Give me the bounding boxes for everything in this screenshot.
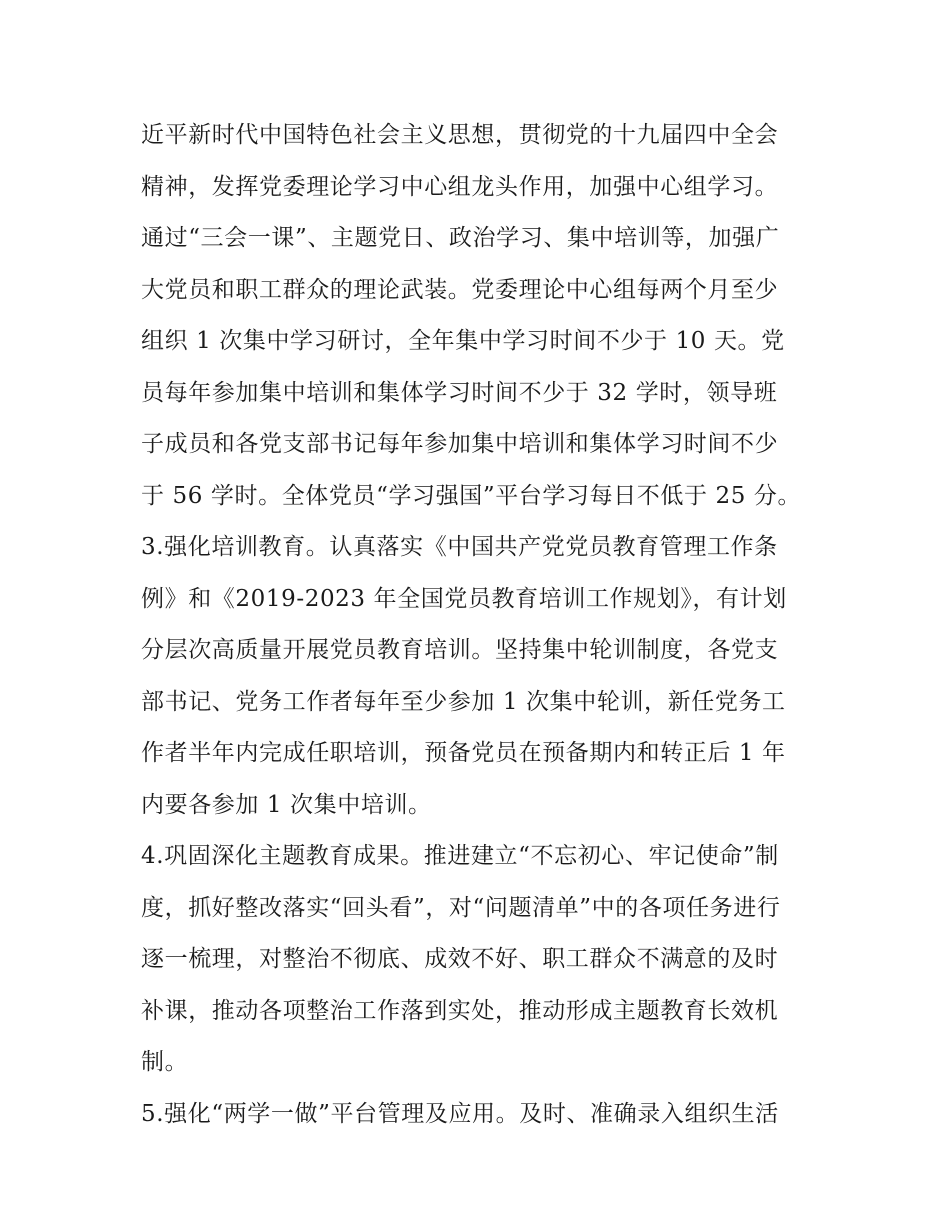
text-line: 大党员和职工群众的理论武装。党委理论中心组每两个月至少: [141, 276, 779, 303]
text-line: 例》和《2019-2023 年全国党员教育培训工作规划》，有计划: [141, 585, 787, 612]
section-4-heading-line: 4.巩固深化主题教育成果。推进建立“不忘初心、牢记使命”制: [141, 843, 779, 869]
section-3-heading-line: 3.强化培训教育。认真落实《中国共产党党员教育管理工作条: [141, 534, 778, 560]
text-line: 通过“三会一课”、主题党日、政治学习、集中培训等，加强广: [141, 225, 780, 251]
text-line: 补课，推动各项整治工作落到实处，推动形成主题教育长效机: [141, 997, 779, 1024]
text-line: 内要各参加 1 次集中培训。: [141, 791, 432, 818]
section-5-heading-line: 5.强化“两学一做”平台管理及应用。及时、准确录入组织生活: [141, 1100, 779, 1127]
text-line: 精神，发挥党委理论学习中心组龙头作用，加强中心组学习。: [141, 173, 779, 200]
text-line: 部书记、党务工作者每年至少参加 1 次集中轮训，新任党务工: [141, 688, 786, 715]
text-line: 组织 1 次集中学习研讨，全年集中学习时间不少于 10 天。党: [141, 328, 785, 354]
text-line: 度，抓好整改落实“回头看”，对“问题清单”中的各项任务进行: [141, 894, 781, 921]
text-line: 制。: [141, 1049, 189, 1075]
text-line: 子成员和各党支部书记每年参加集中培训和集体学习时间不少: [141, 431, 779, 457]
text-line: 于 56 学时。全体党员“学习强国”平台学习每日不低于 25 分。: [141, 482, 802, 509]
body-text: [141, 110, 821, 1140]
text-line: 分层次高质量开展党员教育培训。坚持集中轮训制度，各党支: [141, 637, 779, 663]
text-line: 作者半年内完成任职培训，预备党员在预备期内和转正后 1 年: [141, 740, 786, 766]
text-line: 员每年参加集中培训和集体学习时间不少于 32 学时，领导班: [141, 379, 778, 406]
text-line: 逐一梳理，对整治不彻底、成效不好、职工群众不满意的及时: [141, 946, 779, 972]
text-line: 近平新时代中国特色社会主义思想，贯彻党的十九届四中全会: [141, 122, 779, 148]
